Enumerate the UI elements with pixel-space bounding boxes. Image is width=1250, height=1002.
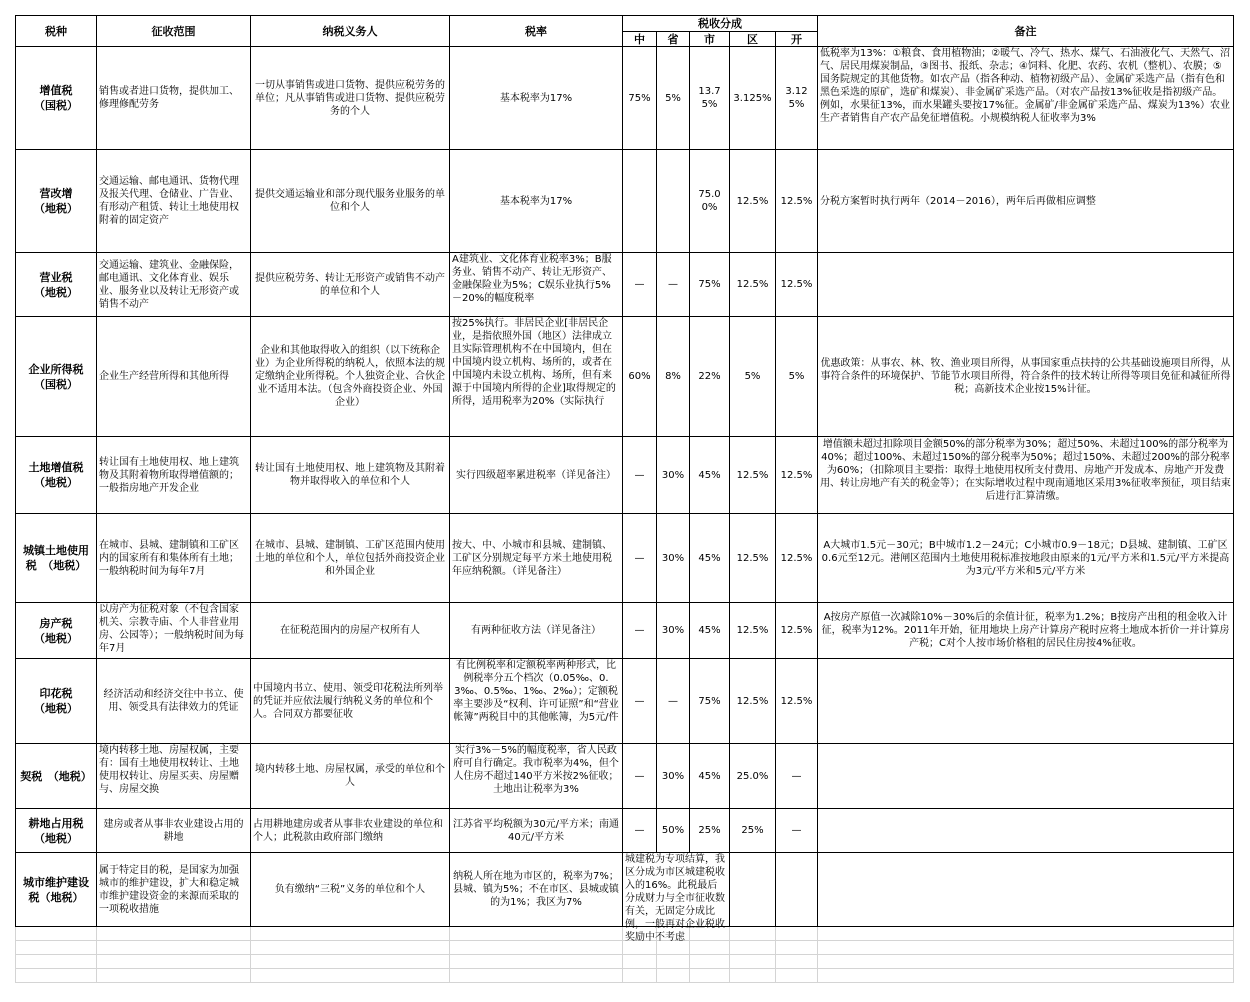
central-share: — <box>623 659 657 744</box>
payer-cell: 企业和其他取得收入的组织（以下统称企业）为企业所得税的纳税人，依照本法的规定缴纳企业所得税。个人独资企业、合伙企业不适用本法。（包含外商投资企业、外国企业） <box>251 317 450 437</box>
empty-row <box>16 969 1234 983</box>
payer-cell: 占用耕地建房或者从事非农业建设的单位和个人；此税款由政府部门缴纳 <box>251 809 450 853</box>
payer-cell: 负有缴纳“三税”义务的单位和个人 <box>251 853 450 927</box>
tax-name: 城市维护建设税（地税） <box>16 853 97 927</box>
scope-text: 境内转移土地、房屋权属，主要有：国有土地使用权转让、土地使用权转让、房屋买卖、房屋赠与、房屋交换 <box>99 745 239 795</box>
zone-share <box>776 853 818 927</box>
rate-text: A建筑业、文化体育业税率3%；B服务业、销售不动产、转让无形资产、金融保险业为5%；C娱乐业执行5%－20%的幅度税率 <box>452 254 612 304</box>
province-share: — <box>657 253 690 317</box>
zone-share: 12.5% <box>776 437 818 514</box>
central-share: — <box>623 514 657 603</box>
central-share: — <box>623 603 657 659</box>
district-share: 12.5% <box>730 659 776 744</box>
city-share: 75% <box>690 659 730 744</box>
remark-cell <box>818 809 1234 853</box>
split-note-cell <box>623 853 730 943</box>
tax-name: 营改增 （地税） <box>16 150 97 253</box>
header-zone: 开 <box>776 32 818 47</box>
payer-cell: 在征税范围内的房屋产权所有人 <box>251 603 450 659</box>
rate-cell <box>450 253 623 317</box>
table-row <box>16 603 1234 659</box>
rate-text: 按25%执行。非居民企业[非居民企业，是指依照外国（地区）法律成立且实际管理机构不在中国境内，但在中国境内设立机构、场所的，或者在中国境内未设立机构、场所，但有来源于中国境内所得的企业]取得规定的所得，适用税率为20%（实际执行 <box>452 318 616 407</box>
payer-cell: 转让国有土地使用权、地上建筑物及其附着物并取得收入的单位和个人 <box>251 437 450 514</box>
rate-cell <box>450 317 623 437</box>
zone-share: — <box>776 809 818 853</box>
district-share: 12.5% <box>730 514 776 603</box>
central-share: — <box>623 809 657 853</box>
city-share: 75.00% <box>690 150 730 253</box>
header-province: 省 <box>657 32 690 47</box>
province-share: 8% <box>657 317 690 437</box>
zone-share: 5% <box>776 317 818 437</box>
header-remark: 备注 <box>818 16 1234 47</box>
district-share: 12.5% <box>730 253 776 317</box>
zone-share: 3.125% <box>776 47 818 150</box>
province-share: — <box>657 659 690 744</box>
remark-cell <box>818 659 1234 744</box>
central-share: — <box>623 744 657 809</box>
province-share: 30% <box>657 437 690 514</box>
header-scope: 征收范围 <box>97 16 251 47</box>
scope-text: 以房产为征税对象（不包含国家机关、宗教寺庙、个人非营业用房、公园等）；一般纳税时间为每年7月 <box>99 604 244 654</box>
tax-name: 企业所得税 （国税） <box>16 317 97 437</box>
empty-row <box>16 955 1234 969</box>
scope-cell: 属于特定目的税，是国家为加强城市的维护建设，扩大和稳定城市维护建设资金的来源而采取的一项税收措施 <box>97 853 251 927</box>
central-share: 75% <box>623 47 657 150</box>
rate-cell: 纳税人所在地为市区的，税率为7%；县城、镇为5%；不在市区、县城或镇的为1%；我区为7% <box>450 853 623 927</box>
province-share: 30% <box>657 744 690 809</box>
scope-cell: 企业生产经营所得和其他所得 <box>97 317 251 437</box>
scope-cell: 销售或者进口货物，提供加工、修理修配劳务 <box>97 47 251 150</box>
province-share: 30% <box>657 514 690 603</box>
header-tax: 税种 <box>16 16 97 47</box>
district-share: 25.0% <box>730 744 776 809</box>
province-share: 5% <box>657 47 690 150</box>
table-row <box>16 514 1234 603</box>
payer-cell: 一切从事销售或进口货物、提供应税劳务的单位；凡从事销售或进口货物、提供应税劳务的个人 <box>251 47 450 150</box>
zone-share: — <box>776 744 818 809</box>
zone-share: 12.5% <box>776 603 818 659</box>
scope-cell: 在城市、县城、建制镇和工矿区内的国家所有和集体所有土地；一般纳税时间为每年7月 <box>97 514 251 603</box>
table-row <box>16 853 1234 927</box>
city-share: 45% <box>690 603 730 659</box>
scope-cell: 交通运输、邮电通讯、货物代理及报关代理、仓储业、广告业、有形动产租赁、转让土地使用权附着的固定资产 <box>97 150 251 253</box>
scope-cell: 转让国有土地使用权、地上建筑物及其附着物所取得增值额的；一般指房地产开发企业 <box>97 437 251 514</box>
rate-cell: 基本税率为17% <box>450 150 623 253</box>
remark-cell <box>818 853 1234 927</box>
payer-cell: 境内转移土地、房屋权属，承受的单位和个人 <box>251 744 450 809</box>
tax-name: 房产税 （地税） <box>16 603 97 659</box>
city-share: 45% <box>690 514 730 603</box>
rate-cell: 按大、中、小城市和县城、建制镇、工矿区分别规定每平方米土地使用税年应纳税额。（详见备注） <box>450 514 623 603</box>
rate-cell: 基本税率为17% <box>450 47 623 150</box>
rate-cell: 实行四级超率累进税率（详见备注） <box>450 437 623 514</box>
province-share: 30% <box>657 603 690 659</box>
central-share: 60% <box>623 317 657 437</box>
table-row <box>16 317 1234 437</box>
district-share <box>730 853 776 927</box>
district-share: 5% <box>730 317 776 437</box>
scope-cell: 交通运输、建筑业、金融保险，邮电通讯、文化体育业、娱乐业、服务业以及转让无形资产或销售不动产 <box>97 253 251 317</box>
table-row <box>16 47 1234 150</box>
header-district: 区 <box>730 32 776 47</box>
rate-text: 有比例税率和定额税率两种形式，比例税率分五个档次（0.05‰、0.3‰、0.5‰、1‰、2‰）；定额税率主要涉及“权利、许可证照”和“营业帐簿”两税目中的其他帐簿，为5元/件 <box>453 660 619 723</box>
table-row <box>16 809 1234 853</box>
scope-cell: 建房或者从事非农业建设占用的耕地 <box>97 809 251 853</box>
central-share: — <box>623 253 657 317</box>
payer-cell: 在城市、县城、建制镇、工矿区范围内使用土地的单位和个人，单位包括外商投资企业和外国企业 <box>251 514 450 603</box>
tax-name: 土地增值税 （地税） <box>16 437 97 514</box>
remark-cell: A大城市1.5元－30元；B中城市1.2－24元；C小城市0.9－18元；D县城、建制镇、工矿区0.6元至12元。港闸区范围内土地使用税标准按地段由原来的1元/平方米和1.5元/平方米提高为3元/平方米和5元/平方米 <box>818 514 1234 603</box>
district-share: 12.5% <box>730 150 776 253</box>
tax-name: 城镇土地使用税 （地税） <box>16 514 97 603</box>
zone-share: 12.5% <box>776 514 818 603</box>
city-share: 45% <box>690 744 730 809</box>
province-share <box>657 150 690 253</box>
remark-cell: A按房产原值一次减除10%－30%后的余值计征，税率为1.2%；B按房产出租的租金收入计征，税率为12%。2011年开始，征用地块上房产计算房产税时应将土地成本折价一并计算房产税；C对个人按市场价格租的居民住房按4%征收。 <box>818 603 1234 659</box>
district-share: 3.125% <box>730 47 776 150</box>
rate-cell: 有两种征收方法（详见备注） <box>450 603 623 659</box>
zone-share: 12.5% <box>776 150 818 253</box>
city-share: 45% <box>690 437 730 514</box>
split-note-text: 城建税为专项结算，我区分成为市区城建税收入的16%。此税最后分成财力与全市征收数有关，无固定分成比例，一般再对企业税收奖励中不考虑 <box>625 854 725 943</box>
table-row <box>16 437 1234 514</box>
city-share: 13.75% <box>690 47 730 150</box>
remark-cell <box>818 253 1234 317</box>
province-share: 50% <box>657 809 690 853</box>
scope-cell: 经济活动和经济交往中书立、使用、领受具有法律效力的凭证 <box>97 659 251 744</box>
zone-share: 12.5% <box>776 659 818 744</box>
remark-cell <box>818 47 1234 150</box>
tax-name: 增值税 （国税） <box>16 47 97 150</box>
district-share: 12.5% <box>730 437 776 514</box>
city-share: 75% <box>690 253 730 317</box>
header-city: 市 <box>690 32 730 47</box>
city-share: 25% <box>690 809 730 853</box>
payer-cell: 中国境内书立、使用、领受印花税法所列举的凭证并应依法履行纳税义务的单位和个人。合同双方都要征收 <box>251 659 450 744</box>
rate-cell: 江苏省平均税额为30元/平方米；南通40元/平方米 <box>450 809 623 853</box>
table-row <box>16 253 1234 317</box>
header-payer: 纳税义务人 <box>251 16 450 47</box>
district-share: 25% <box>730 809 776 853</box>
table-row <box>16 150 1234 253</box>
table-row <box>16 744 1234 809</box>
central-share <box>623 150 657 253</box>
tax-name: 契税 （地税） <box>16 744 97 809</box>
table-row <box>16 659 1234 744</box>
tax-name: 耕地占用税 （地税） <box>16 809 97 853</box>
rate-text: 实行3%－5%的幅度税率，省人民政府可自行确定。我市税率为4%，但个人住房不超过140平方米按2%征收；土地出让税率为3% <box>453 745 619 795</box>
payer-cell: 提供交通运输业和部分现代服务业服务的单位和个人 <box>251 150 450 253</box>
district-share: 12.5% <box>730 603 776 659</box>
remark-cell <box>818 744 1234 809</box>
central-share: — <box>623 437 657 514</box>
header-rate: 税率 <box>450 16 623 47</box>
remark-cell: 分税方案暂时执行两年（2014－2016），两年后再做相应调整 <box>818 150 1234 253</box>
zone-share: 12.5% <box>776 253 818 317</box>
remark-cell: 优惠政策：从事农、林、牧、渔业项目所得，从事国家重点扶持的公共基础设施项目所得，从事符合条件的环境保护、节能节水项目所得，符合条件的技术转让所得等项目免征和减征所得税；高新技术企业按15%计征。 <box>818 317 1234 437</box>
tax-name: 印花税 （地税） <box>16 659 97 744</box>
scope-cell <box>97 603 251 659</box>
remark-cell <box>818 437 1234 514</box>
payer-cell: 提供应税劳务、转让无形资产或销售不动产的单位和个人 <box>251 253 450 317</box>
city-share: 22% <box>690 317 730 437</box>
rate-cell <box>450 659 623 744</box>
rate-cell <box>450 744 623 809</box>
tax-table <box>15 15 1234 983</box>
remark-text: 增值额未超过扣除项目金额50%的部分税率为30%；超过50%、未超过100%的部分税率为40%；超过100%、未超过150%的部分税率为50%；超过150%、未超过200%的部分税率为60%；（扣除项目主要指：取得土地使用权所支付费用、房地产开发成本、房地产开发费用、转让房地产有关的税金等）；在实际增收过程中现南通地区采用3%征收率预征，项目结束后进行汇算清缴。 <box>820 438 1231 502</box>
remark-text: 低税率为13%：①粮食、食用植物油；②暖气、冷气、热水、煤气、石油液化气、天然气、沼气、居民用煤炭制品，③图书、报纸、杂志；④饲料、化肥、农药、农机（整机）、农膜；⑤国务院规定的其他货物。如农产品（指各种动、植物初级产品）、金属矿采选产品（指有色和黑色采选的原矿，选矿和煤炭）、非金属矿采选产品。（对农产品按13%征收是指初级产品。例如，水果征13%，而水果罐头要按17%征。金属矿/非金属矿采选产品、煤炭为13%）农业生产者销售自产农产品免征增值税。小规模纳税人征收率为3% <box>820 48 1231 124</box>
tax-name: 营业税 （地税） <box>16 253 97 317</box>
header-central: 中 <box>623 32 657 47</box>
scope-cell <box>97 744 251 809</box>
header-revenue-split: 税收分成 <box>623 16 818 32</box>
